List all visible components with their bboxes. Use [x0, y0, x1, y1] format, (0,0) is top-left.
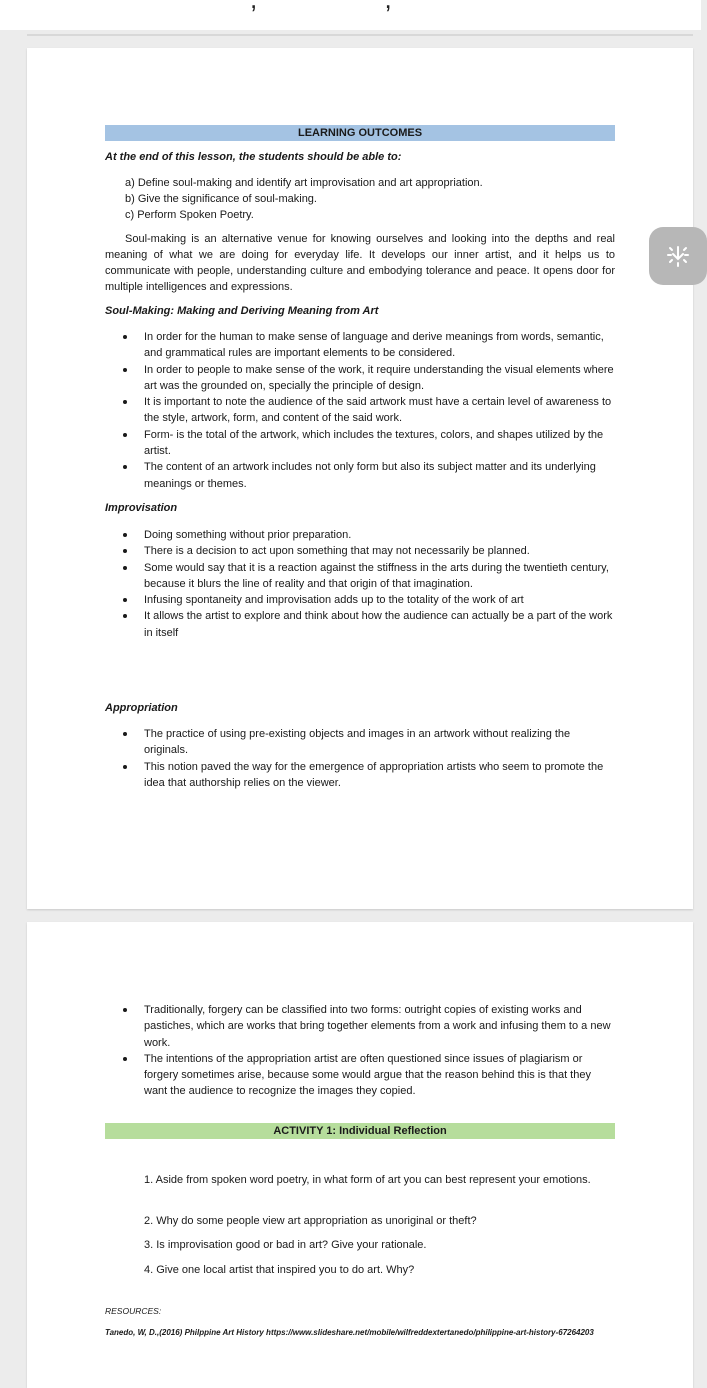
soul-making-heading: Soul-Making: Making and Deriving Meaning from Art: [105, 305, 379, 317]
list-item: Infusing spontaneity and improvisation adds up to the totality of the work of art: [105, 592, 615, 608]
bullet-icon: [123, 1008, 127, 1012]
list-item: Some would say that it is a reaction against the stiffness in the arts during the twentieth century, because it blurs the line of reality and that origin of that imagination.: [105, 560, 615, 593]
objectives-list: [125, 175, 483, 223]
reflection-question: 1. Aside from spoken word poetry, in what form of art you can best represent your emotions.: [144, 1174, 591, 1186]
list-item: Traditionally, forgery can be classified into two forms: outright copies of existing works and pastiches, which are works that bring together elements from a work and infusing them to a new work.: [105, 1002, 615, 1051]
bullet-icon: [123, 732, 127, 736]
previous-page-fragment: [0, 0, 701, 30]
document-page-2: [27, 922, 693, 1388]
bullet-icon: [123, 533, 127, 537]
objective-item: c) Perform Spoken Poetry.: [125, 209, 254, 221]
bullet-icon: [123, 765, 127, 769]
list-item: The practice of using pre-existing objects and images in an artwork without realizing the originals.: [105, 726, 615, 759]
list-item: It is important to note the audience of the said artwork must have a certain level of awareness to the style, artwork, form, and content of the said work.: [105, 394, 615, 427]
objective-item: b) Give the significance of soul-making.: [125, 193, 317, 205]
reflection-question: 4. Give one local artist that inspired you to do art. Why?: [144, 1264, 415, 1276]
bullet-icon: [123, 465, 127, 469]
list-item: It allows the artist to explore and think about how the audience can actually be a part of the work in itself: [105, 608, 615, 641]
list-item: In order to people to make sense of the work, it require understanding the visual elements where art was the grounded on, specially the principle of design.: [105, 362, 615, 395]
sparkle-download-icon: [664, 243, 692, 269]
bullet-icon: [123, 549, 127, 553]
list-item: This notion paved the way for the emergence of appropriation artists who seem to promote the idea that authorship relies on the viewer.: [105, 759, 615, 792]
improvisation-bullets: [105, 527, 615, 641]
outcomes-intro: At the end of this lesson, the students should be able to:: [105, 151, 402, 163]
bullet-icon: [123, 566, 127, 570]
forgery-bullets: [105, 1002, 615, 1100]
activity-header: ACTIVITY 1: Individual Reflection: [105, 1123, 615, 1139]
soul-making-bullets: [105, 329, 615, 492]
list-item: In order for the human to make sense of language and derive meanings from words, semantic, and grammatical rules are important elements to be considered.: [105, 329, 615, 362]
bullet-icon: [123, 614, 127, 618]
appropriation-bullets: [105, 726, 615, 791]
resource-citation: Tanedo, W, D.,(2016) Philppine Art History https://www.slideshare.net/mobile/wilfreddextertanedo/philippine-art-history-67264203: [105, 1328, 594, 1337]
list-item: There is a decision to act upon something that may not necessarily be planned.: [105, 543, 615, 559]
bullet-icon: [123, 1057, 127, 1061]
resources-label: RESOURCES:: [105, 1306, 162, 1316]
bullet-icon: [123, 433, 127, 437]
soul-making-paragraph: Soul-making is an alternative venue for knowing ourselves and looking into the depths and real meaning of what we are doing for everyday life. It develops our inner artist, and it helps us to communicate with people, understanding culture and embodying tolerance and peace. It opens door for multiple intelligences and expressions.: [105, 233, 615, 293]
learning-outcomes-header: LEARNING OUTCOMES: [105, 125, 615, 141]
page-divider: [27, 34, 693, 36]
bullet-icon: [123, 598, 127, 602]
list-item: The intentions of the appropriation artist are often questioned since issues of plagiarism or forgery sometimes arise, because some would argue that the reason behind this is that they want the audience to recognize the images they copied.: [105, 1051, 615, 1100]
cut-text: [250, 0, 452, 15]
list-item: Doing something without prior preparation.: [105, 527, 615, 543]
document-page-1: [27, 48, 693, 909]
appropriation-heading: Appropriation: [105, 702, 178, 714]
list-item: Form- is the total of the artwork, which includes the textures, colors, and shapes utilized by the artist.: [105, 427, 615, 460]
improvisation-heading: Improvisation: [105, 502, 178, 514]
objective-item: a) Define soul-making and identify art improvisation and art appropriation.: [125, 177, 483, 189]
bullet-icon: [123, 335, 127, 339]
floating-action-button[interactable]: [649, 227, 707, 285]
reflection-question: 3. Is improvisation good or bad in art? Give your rationale.: [144, 1239, 427, 1251]
bullet-icon: [123, 368, 127, 372]
reflection-question: 2. Why do some people view art appropriation as unoriginal or theft?: [144, 1215, 477, 1227]
bullet-icon: [123, 400, 127, 404]
list-item: The content of an artwork includes not only form but also its subject matter and its underlying meanings or themes.: [105, 459, 615, 492]
